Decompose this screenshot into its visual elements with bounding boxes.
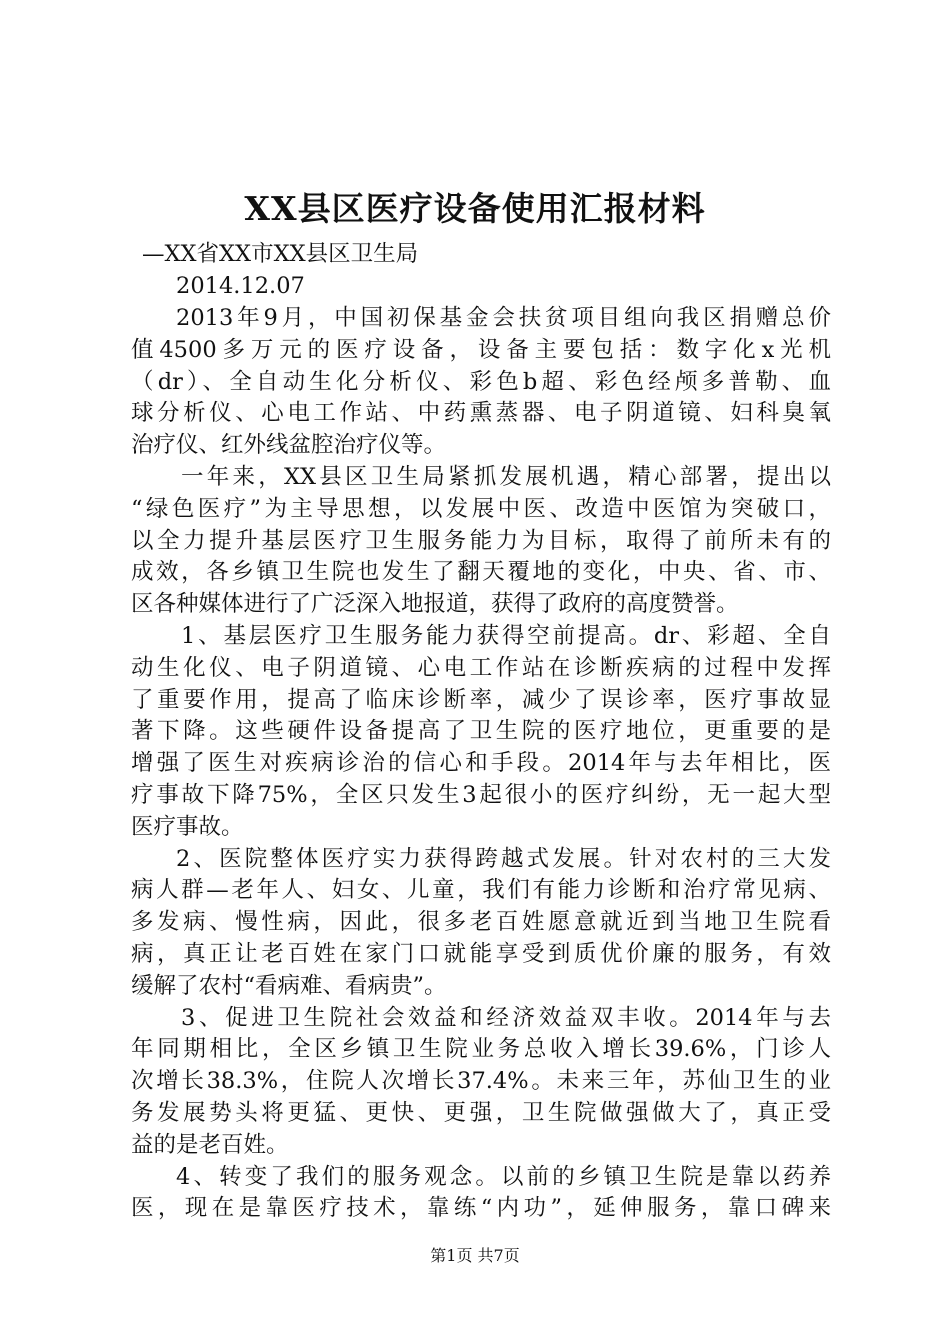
text-line: 2013年9月，中国初保基金会扶贫项目组向我区捐赠总价: [176, 305, 831, 331]
text-line: 益的是老百姓。: [131, 1131, 289, 1158]
text-line: 3、促进卫生院社会效益和经济效益双丰收。2014年与去: [181, 1004, 831, 1031]
author-line-block: [131, 239, 831, 303]
text-line: 次增长38.3%，住院人次增长37.4%。未来三年，苏仙卫生的业: [131, 1068, 831, 1095]
document-title: XX县区医疗设备使用汇报材料: [244, 189, 706, 228]
text-line: 4、转变了我们的服务观念。以前的乡镇卫生院是靠以药养: [176, 1163, 831, 1190]
text-line: 多发病、慢性病，因此，很多老百姓愿意就近到当地卫生院看: [131, 909, 831, 936]
paragraph: [131, 1162, 831, 1226]
text-line: 疗事故下降75%，全区只发生3起很小的医疗纠纷，无一起大型: [131, 781, 831, 808]
text-line: 区各种媒体进行了广泛深入地报道，获得了政府的高度赞誉。: [131, 591, 739, 618]
text-line: 治疗仪、红外线盆腔治疗仪等。: [131, 432, 447, 459]
text-line: 缓解了农村“看病难、看病贵”。: [131, 972, 447, 999]
text-line: 球分析仪、心电工作站、中药熏蒸器、电子阴道镜、妇科臭氧: [131, 400, 831, 427]
text-line: 动生化仪、电子阴道镜、心电工作站在诊断疾病的过程中发挥: [131, 654, 831, 681]
text-line: 一年来，XX县区卫生局紧抓发展机遇，精心部署，提出以: [181, 463, 831, 490]
author-line: —XX省XX市XX县区卫生局: [142, 241, 419, 267]
text-line: 以全力提升基层医疗卫生服务能力为目标，取得了前所未有的: [131, 527, 831, 554]
document-date: 2014.12.07: [176, 272, 305, 299]
page-footer: 第1页 共7页: [430, 1246, 520, 1265]
text-line: 年同期相比，全区乡镇卫生院业务总收入增长39.6%，门诊人: [131, 1036, 831, 1063]
paragraph: [131, 621, 831, 844]
text-line: 成效，各乡镇卫生院也发生了翻天覆地的变化，中央、省、市、: [131, 559, 831, 586]
paragraph: [131, 1003, 831, 1162]
body-text: [131, 303, 831, 1225]
text-line: 2、医院整体医疗实力获得跨越式发展。针对农村的三大发: [176, 845, 831, 872]
text-line: 了重要作用，提高了临床诊断率，减少了误诊率，医疗事故显: [131, 686, 831, 713]
text-line: 病人群—老年人、妇女、儿童，我们有能力诊断和治疗常见病、: [131, 877, 831, 904]
paragraph: [131, 303, 831, 462]
text-line: “绿色医疗”为主导思想，以发展中医、改造中医馆为突破口，: [131, 495, 831, 522]
text-line: 医，现在是靠医疗技术，靠练“内功”，延伸服务，靠口碑来: [131, 1195, 831, 1222]
paragraph: [131, 844, 831, 1003]
text-line: 病，真正让老百姓在家门口就能享受到质优价廉的服务，有效: [131, 940, 831, 967]
text-line: 著下降。这些硬件设备提高了卫生院的医疗地位，更重要的是: [131, 718, 831, 745]
text-line: 增强了医生对疾病诊治的信心和手段。2014年与去年相比，医: [131, 750, 831, 777]
text-line: 务发展势头将更猛、更快、更强，卫生院做强做大了，真正受: [131, 1099, 831, 1126]
text-line: 1、基层医疗卫生服务能力获得空前提高。dr、彩超、全自: [181, 622, 831, 649]
text-line: 医疗事故。: [131, 813, 244, 840]
text-line: （dr）、全自动生化分析仪、彩色b超、彩色经颅多普勒、血: [131, 368, 831, 395]
paragraph: [131, 462, 831, 621]
text-line: 值4500多万元的医疗设备，设备主要包括：数字化x光机: [131, 336, 831, 363]
